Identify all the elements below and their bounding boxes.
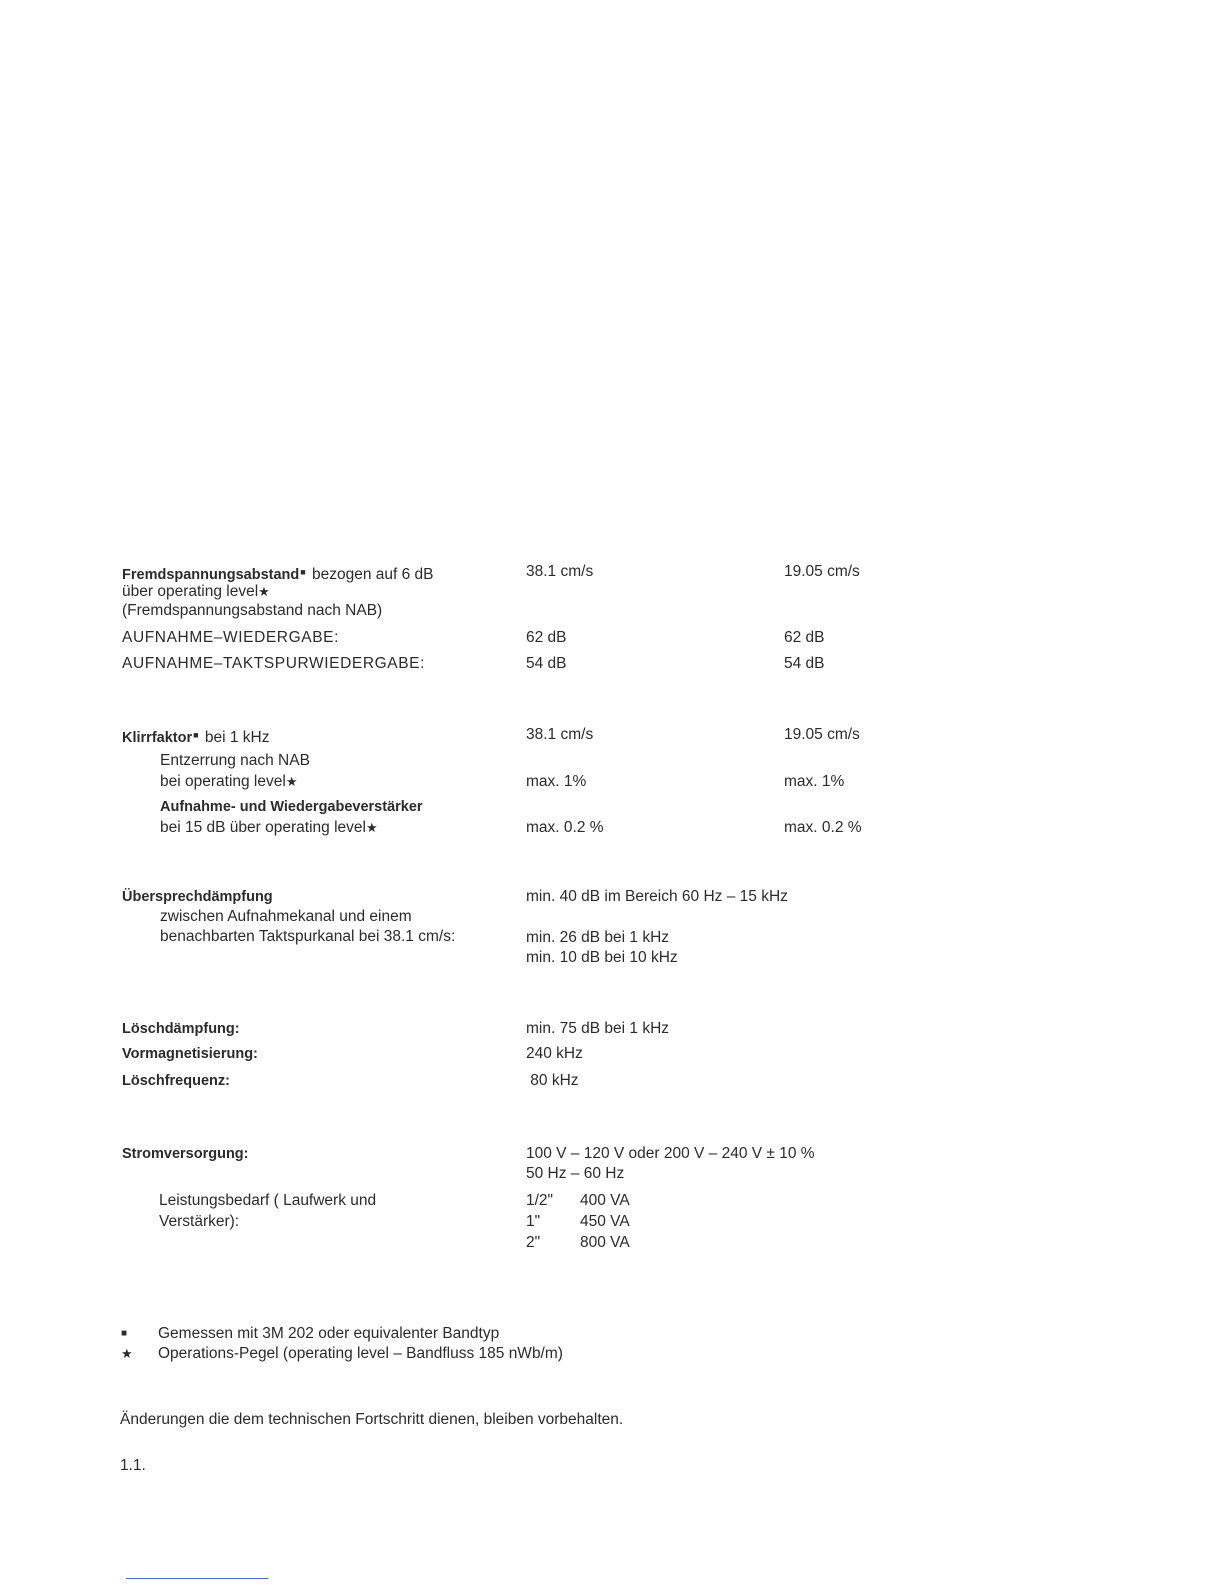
star-marker-icon: ★: [365, 820, 378, 835]
disclaimer: Änderungen die dem technischen Fortschritt dienen, bleiben vorbehalten.: [120, 1411, 624, 1428]
star-marker-icon: ★: [258, 584, 270, 599]
fremd-row-v2: 54 dB: [784, 655, 825, 672]
fremd-row-label: AUFNAHME–WIEDERGABE:: [122, 629, 339, 646]
fremd-line3: (Fremdspannungsabstand nach NAB): [122, 602, 383, 619]
fremd-row-v1: 62 dB: [526, 629, 567, 646]
strom-sub2: Verstärker):: [159, 1213, 240, 1230]
ueber-sub1: zwischen Aufnahmekanal und einem: [160, 908, 412, 925]
note-text: Operations-Pegel (operating level – Bandfluss 185 nWb/m): [158, 1345, 563, 1362]
klirr-speed2: 19.05 cm/s: [784, 726, 860, 743]
page-number: 1.1.: [120, 1457, 146, 1474]
square-marker-icon: ■: [193, 730, 199, 740]
strom-power: 400 VA: [580, 1192, 630, 1209]
fremd-line2: [122, 582, 270, 602]
strom-power: 800 VA: [580, 1234, 630, 1251]
loesch-value: 80 kHz: [526, 1072, 579, 1089]
fremd-row-v2: 62 dB: [784, 629, 825, 646]
strom-title: Stromversorgung:: [122, 1146, 249, 1162]
klirr-v2a: max. 1%: [784, 773, 845, 790]
klirr-sub1: Entzerrung nach NAB: [160, 752, 310, 769]
ueber-value2: min. 26 dB bei 1 kHz: [526, 929, 670, 946]
fremd-title: Fremdspannungsabstand: [122, 567, 300, 583]
ueber-title: Übersprechdämpfung: [122, 889, 273, 905]
loesch-label: Löschdämpfung:: [122, 1021, 240, 1037]
fremd-speed1: 38.1 cm/s: [526, 563, 594, 580]
ueber-sub2: benachbarten Taktspurkanal bei 38.1 cm/s:: [160, 928, 456, 945]
klirr-v2b: max. 0.2 %: [784, 819, 862, 836]
strom-size: 2": [526, 1234, 541, 1251]
strom-value1: 100 V – 120 V oder 200 V – 240 V ± 10 %: [526, 1145, 815, 1162]
loesch-value: 240 kHz: [526, 1045, 583, 1062]
klirr-title-rest: bei 1 kHz: [200, 729, 270, 746]
bottom-edge-line: [126, 1578, 268, 1579]
square-marker-icon: ■: [300, 567, 306, 577]
klirr-title-line: [122, 725, 269, 748]
strom-power: 450 VA: [580, 1213, 630, 1230]
fremd-row-label: AUFNAHME–TAKTSPURWIEDERGABE:: [122, 655, 426, 672]
fremd-speed2: 19.05 cm/s: [784, 563, 860, 580]
loesch-label: Löschfrequenz:: [122, 1073, 230, 1089]
klirr-speed1: 38.1 cm/s: [526, 726, 594, 743]
strom-sub1: Leistungsbedarf ( Laufwerk und: [159, 1192, 377, 1209]
klirr-v1a: max. 1%: [526, 773, 587, 790]
klirr-sub3: Aufnahme- und Wiedergabeverstärker: [160, 799, 423, 815]
strom-size: 1": [526, 1213, 541, 1230]
klirr-sub4: bei 15 dB über operating level: [160, 819, 366, 836]
strom-size: 1/2": [526, 1192, 554, 1209]
note-text: Gemessen mit 3M 202 oder equivalenter Bandtyp: [158, 1325, 500, 1342]
square-note-icon: ■: [121, 1328, 128, 1339]
ueber-value3: min. 10 dB bei 10 kHz: [526, 949, 678, 966]
fremd-line2-text: über operating level: [122, 583, 259, 600]
loesch-value: min. 75 dB bei 1 kHz: [526, 1020, 670, 1037]
klirr-sub4-line: [160, 818, 378, 838]
loesch-label: Vormagnetisierung:: [122, 1046, 258, 1062]
klirr-v1b: max. 0.2 %: [526, 819, 604, 836]
star-note-icon: ★: [121, 1346, 133, 1361]
klirr-sub2-line: [160, 772, 297, 792]
strom-value2: 50 Hz – 60 Hz: [526, 1165, 625, 1182]
ueber-value1: min. 40 dB im Bereich 60 Hz – 15 kHz: [526, 888, 788, 905]
fremd-title-rest: bezogen auf 6 dB: [307, 566, 434, 583]
klirr-sub2: bei operating level: [160, 773, 286, 790]
klirr-title: Klirrfaktor: [122, 730, 193, 746]
fremd-row-v1: 54 dB: [526, 655, 567, 672]
star-marker-icon: ★: [285, 774, 298, 789]
